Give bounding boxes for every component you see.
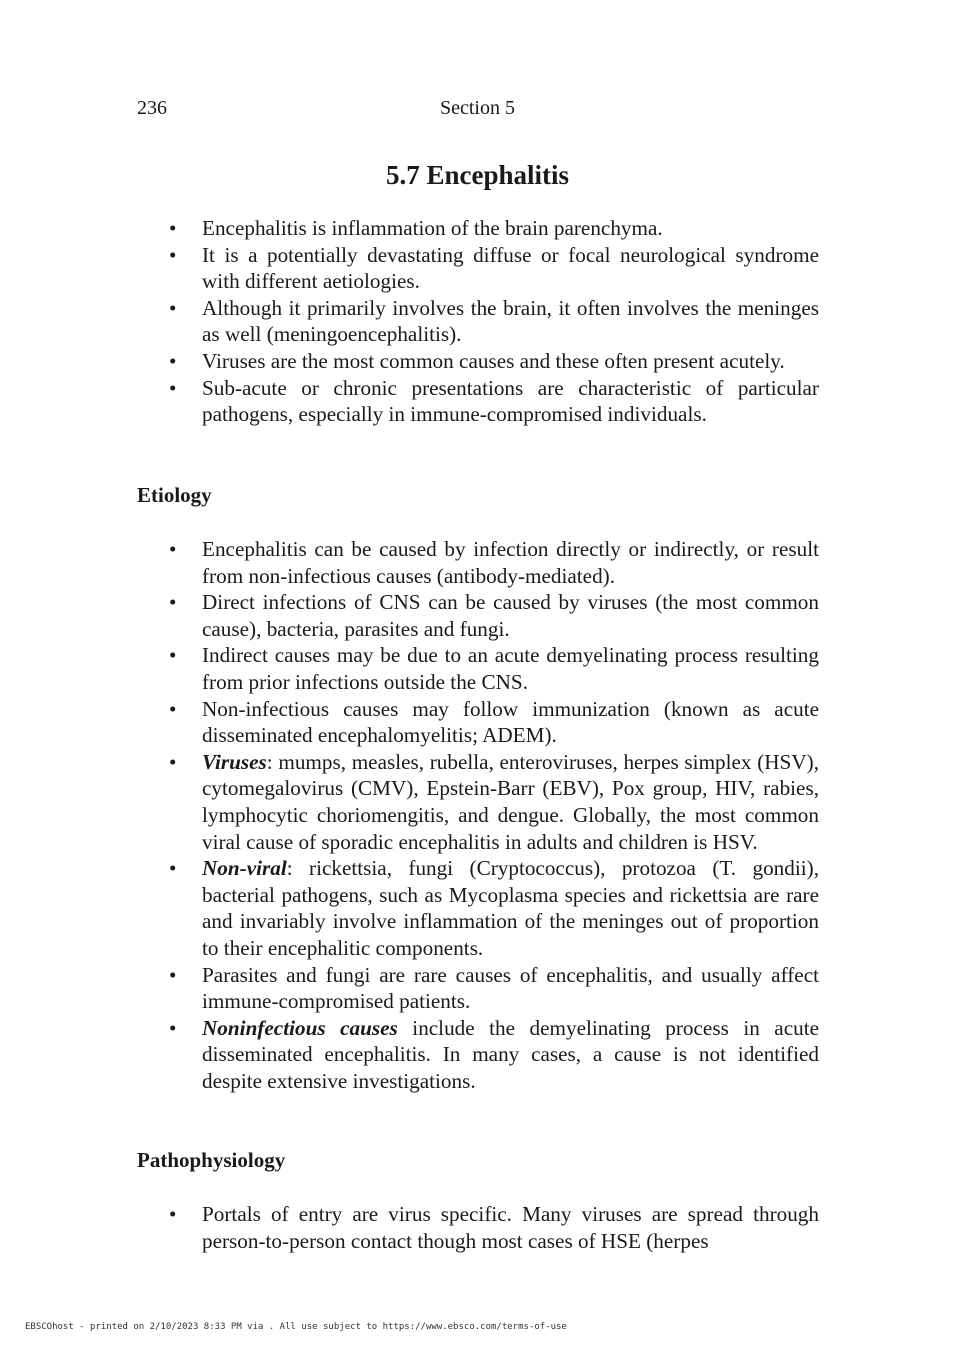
list-item: [202, 749, 819, 855]
etiology-bullet-list: [202, 536, 819, 1094]
running-head: Section 5: [440, 97, 515, 119]
list-item: • It is a potentially devastating diffuse or focal neurological syndrome with different aetiologies.: [202, 242, 819, 295]
pathophysiology-bullet-list: [202, 1201, 819, 1254]
list-item: • Parasites and fungi are rare causes of encephalitis, and usually affect immune-compromised patients.: [202, 962, 819, 1015]
non-viral-label: Non-viral: [202, 856, 287, 881]
pathophysiology-heading: Pathophysiology: [137, 1148, 286, 1172]
list-item: • Viruses are the most common causes and these often present acutely.: [202, 348, 819, 375]
list-item: • Indirect causes may be due to an acute demyelinating process resulting from prior infections outside the CNS.: [202, 642, 819, 695]
list-item: • Encephalitis can be caused by infection directly or indirectly, or result from non-infectious causes (antibody-mediated).: [202, 536, 819, 589]
list-item: [202, 855, 819, 961]
list-item: • Although it primarily involves the brain, it often involves the meninges as well (meningoencephalitis).: [202, 295, 819, 348]
list-item: • Sub-acute or chronic presentations are characteristic of particular pathogens, especially in immune-compromised individuals.: [202, 375, 819, 428]
non-viral-text: : rickettsia, fungi (Cryptococcus), protozoa (T. gondii), bacterial pathogens, such as Mycoplasma species and rickettsia are rare and invariably involve inflammation of the meninges out of proportion to their encephalitic components.: [202, 856, 819, 960]
intro-bullet-list: [202, 215, 819, 428]
list-item: • Encephalitis is inflammation of the brain parenchyma.: [202, 215, 819, 242]
page-title: 5.7 Encephalitis: [385, 160, 570, 190]
noninfectious-label: Noninfectious causes: [202, 1015, 398, 1040]
list-item: • Non-infectious causes may follow immunization (known as acute disseminated encephalomyelitis; ADEM).: [202, 696, 819, 749]
noninfectious-text: include the demyelinating process in acute disseminated encephalitis. In many cases, a cause is not identified despite extensive investigations.: [202, 1015, 819, 1093]
footer-note: EBSCOhost - printed on 2/10/2023 8:33 PM via . All use subject to https://www.ebsco.com/terms-of-use: [25, 1322, 567, 1332]
page-number: 236: [137, 97, 167, 119]
list-item: [202, 1015, 819, 1095]
viruses-label: Viruses: [202, 749, 267, 774]
viruses-text: : mumps, measles, rubella, enteroviruses, herpes simplex (HSV), cytomegalovirus (CMV), Epstein-Barr (EBV), Pox group, HIV, rabies, lymphocytic choriomengitis, and dengue. Globally, the most common viral cause of sporadic encephalitis in adults and children is HSV.: [202, 749, 819, 854]
list-item: • Direct infections of CNS can be caused by viruses (the most common cause), bacteria, parasites and fungi.: [202, 589, 819, 642]
etiology-heading: Etiology: [137, 483, 212, 507]
list-item: • Portals of entry are virus specific. Many viruses are spread through person-to-person contact though most cases of HSE (herpes: [202, 1201, 819, 1254]
